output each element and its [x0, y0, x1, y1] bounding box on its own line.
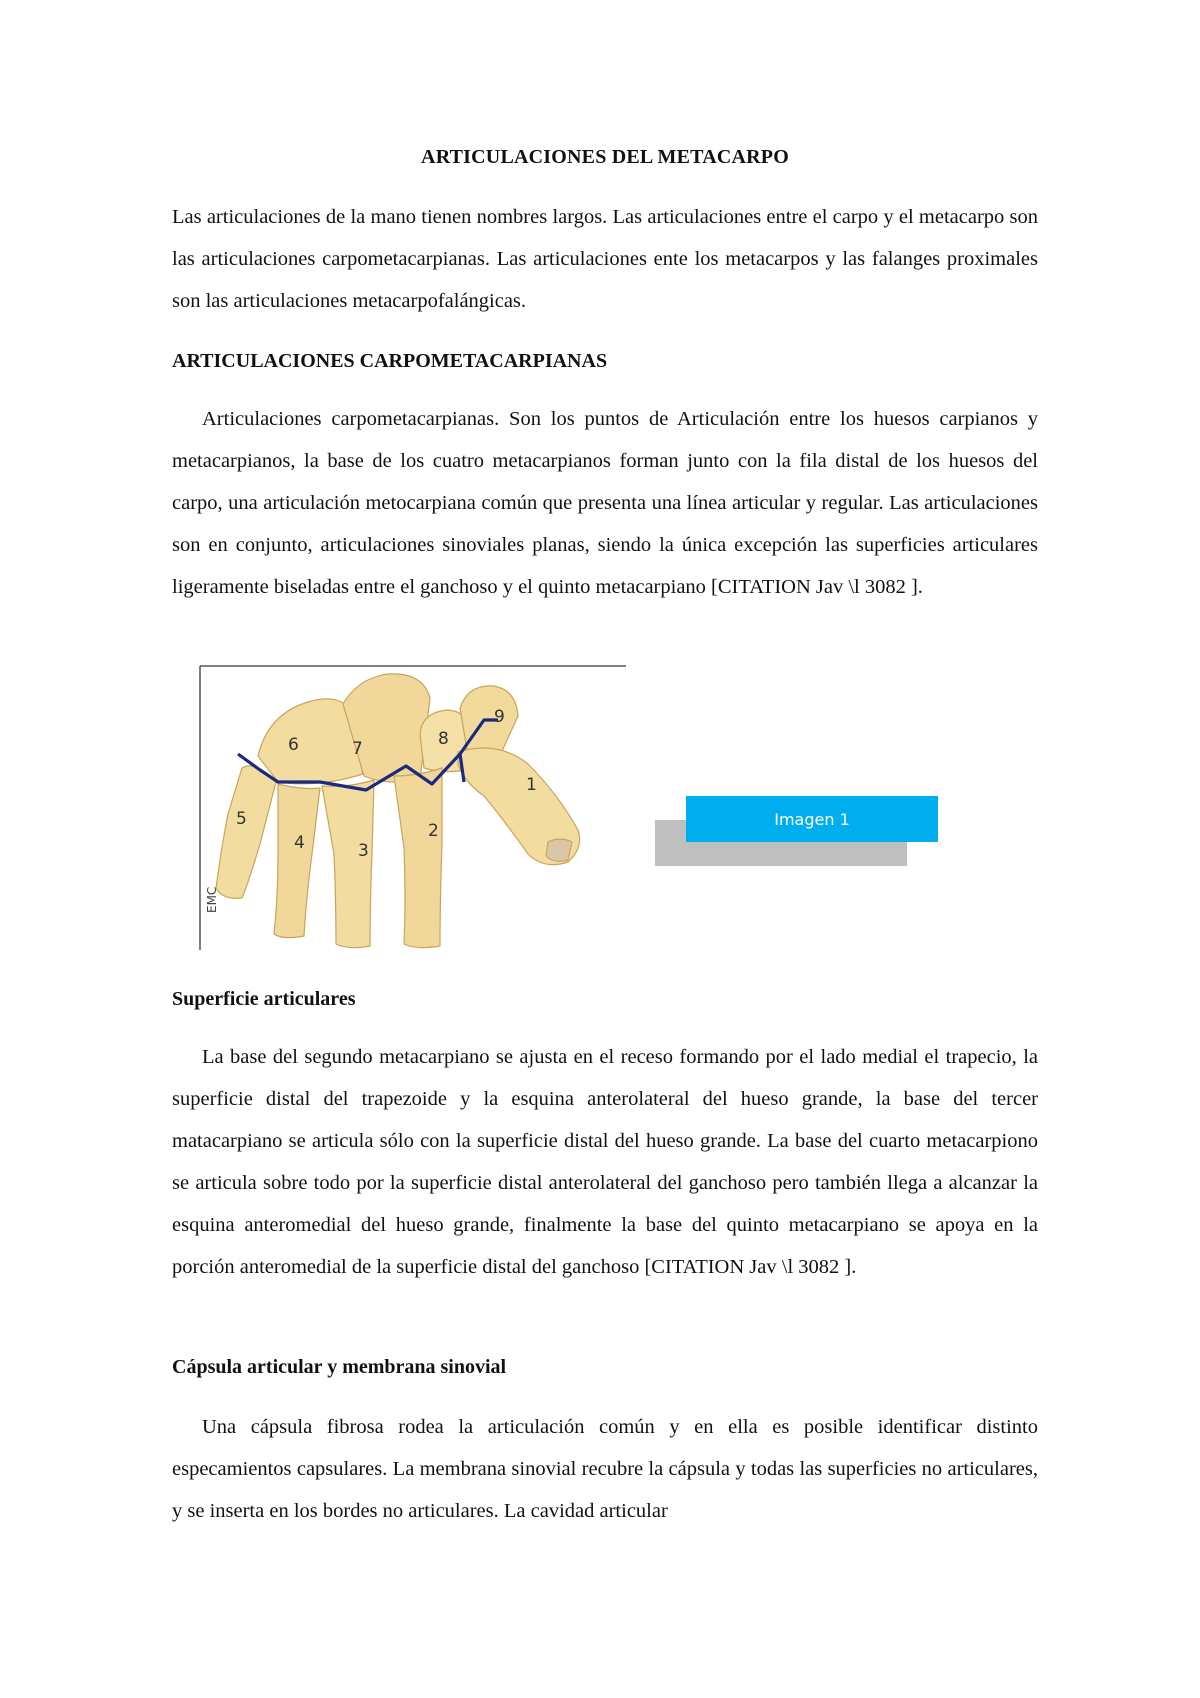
section-body-capsula: Una cápsula fibrosa rodea la articulación común y en ella es posible identificar distinto especamientos capsulares. La membrana sinovial recubre la cápsula y todas las superficies no articulares, y se inserta en los bordes no articulares. La cavidad articular	[172, 1416, 1038, 1522]
bone-label-3: 3	[358, 841, 369, 861]
bone-label-7: 7	[352, 739, 363, 759]
section-body-carpometacarpianas: Articulaciones carpometacarpianas. Son los puntos de Articulación entre los huesos carpianos y metacarpianos, la base de los cuatro metacarpianos forman junto con la fila distal de los huesos del carpo, una articulación metocarpiana común que presenta una línea articular y regular. Las articulaciones son en conjunto, articulaciones sinoviales planas, siendo la única excepción las superficies articulares ligeramente biseladas entre el ganchoso y el quinto metacarpiano [CITATION Jav \l 3082 ].	[172, 408, 1038, 598]
bone-label-1: 1	[526, 775, 537, 795]
bone-label-6: 6	[288, 735, 299, 755]
bone-label-8: 8	[438, 729, 449, 749]
section-heading-superficie: Superficie articulares	[172, 988, 356, 1010]
intro-paragraph: Las articulaciones de la mano tienen nombres largos. Las articulaciones entre el carpo y el metacarpo son las articulaciones carpometacarpianas. Las articulaciones ente los metacarpos y las falanges proximales son las articulaciones metacarpofalángicas.	[172, 206, 1038, 312]
bone-shapes	[216, 674, 580, 948]
bone-label-9: 9	[494, 707, 505, 727]
hand-bones-illustration	[198, 664, 628, 950]
document-title: ARTICULACIONES DEL METACARPO	[421, 146, 789, 168]
section-body-superficie: La base del segundo metacarpiano se ajusta en el receso formando por el lado medial el trapecio, la superficie distal del trapezoide y la esquina anterolateral del hueso grande, la base del tercer matacarpiano se articula sólo con la superficie distal del hueso grande. La base del cuarto metacarpiono se articula sobre todo por la superficie distal anterolateral del ganchoso pero también llega a alcanzar la esquina anteromedial del hueso grande, finalmente la base del quinto metacarpiano se apoya en la porción anteromedial de la superficie distal del ganchoso [CITATION Jav \l 3082 ].	[172, 1046, 1038, 1278]
bone-label-4: 4	[294, 833, 305, 853]
section-heading-capsula: Cápsula articular y membrana sinovial	[172, 1356, 507, 1378]
bone-label-2: 2	[428, 821, 439, 841]
section-heading-carpometacarpianas: ARTICULACIONES CARPOMETACARPIANAS	[172, 350, 608, 372]
image-caption: Imagen 1	[686, 796, 938, 842]
bone-label-5: 5	[236, 809, 247, 829]
illustration-signature: EMC	[205, 886, 219, 913]
